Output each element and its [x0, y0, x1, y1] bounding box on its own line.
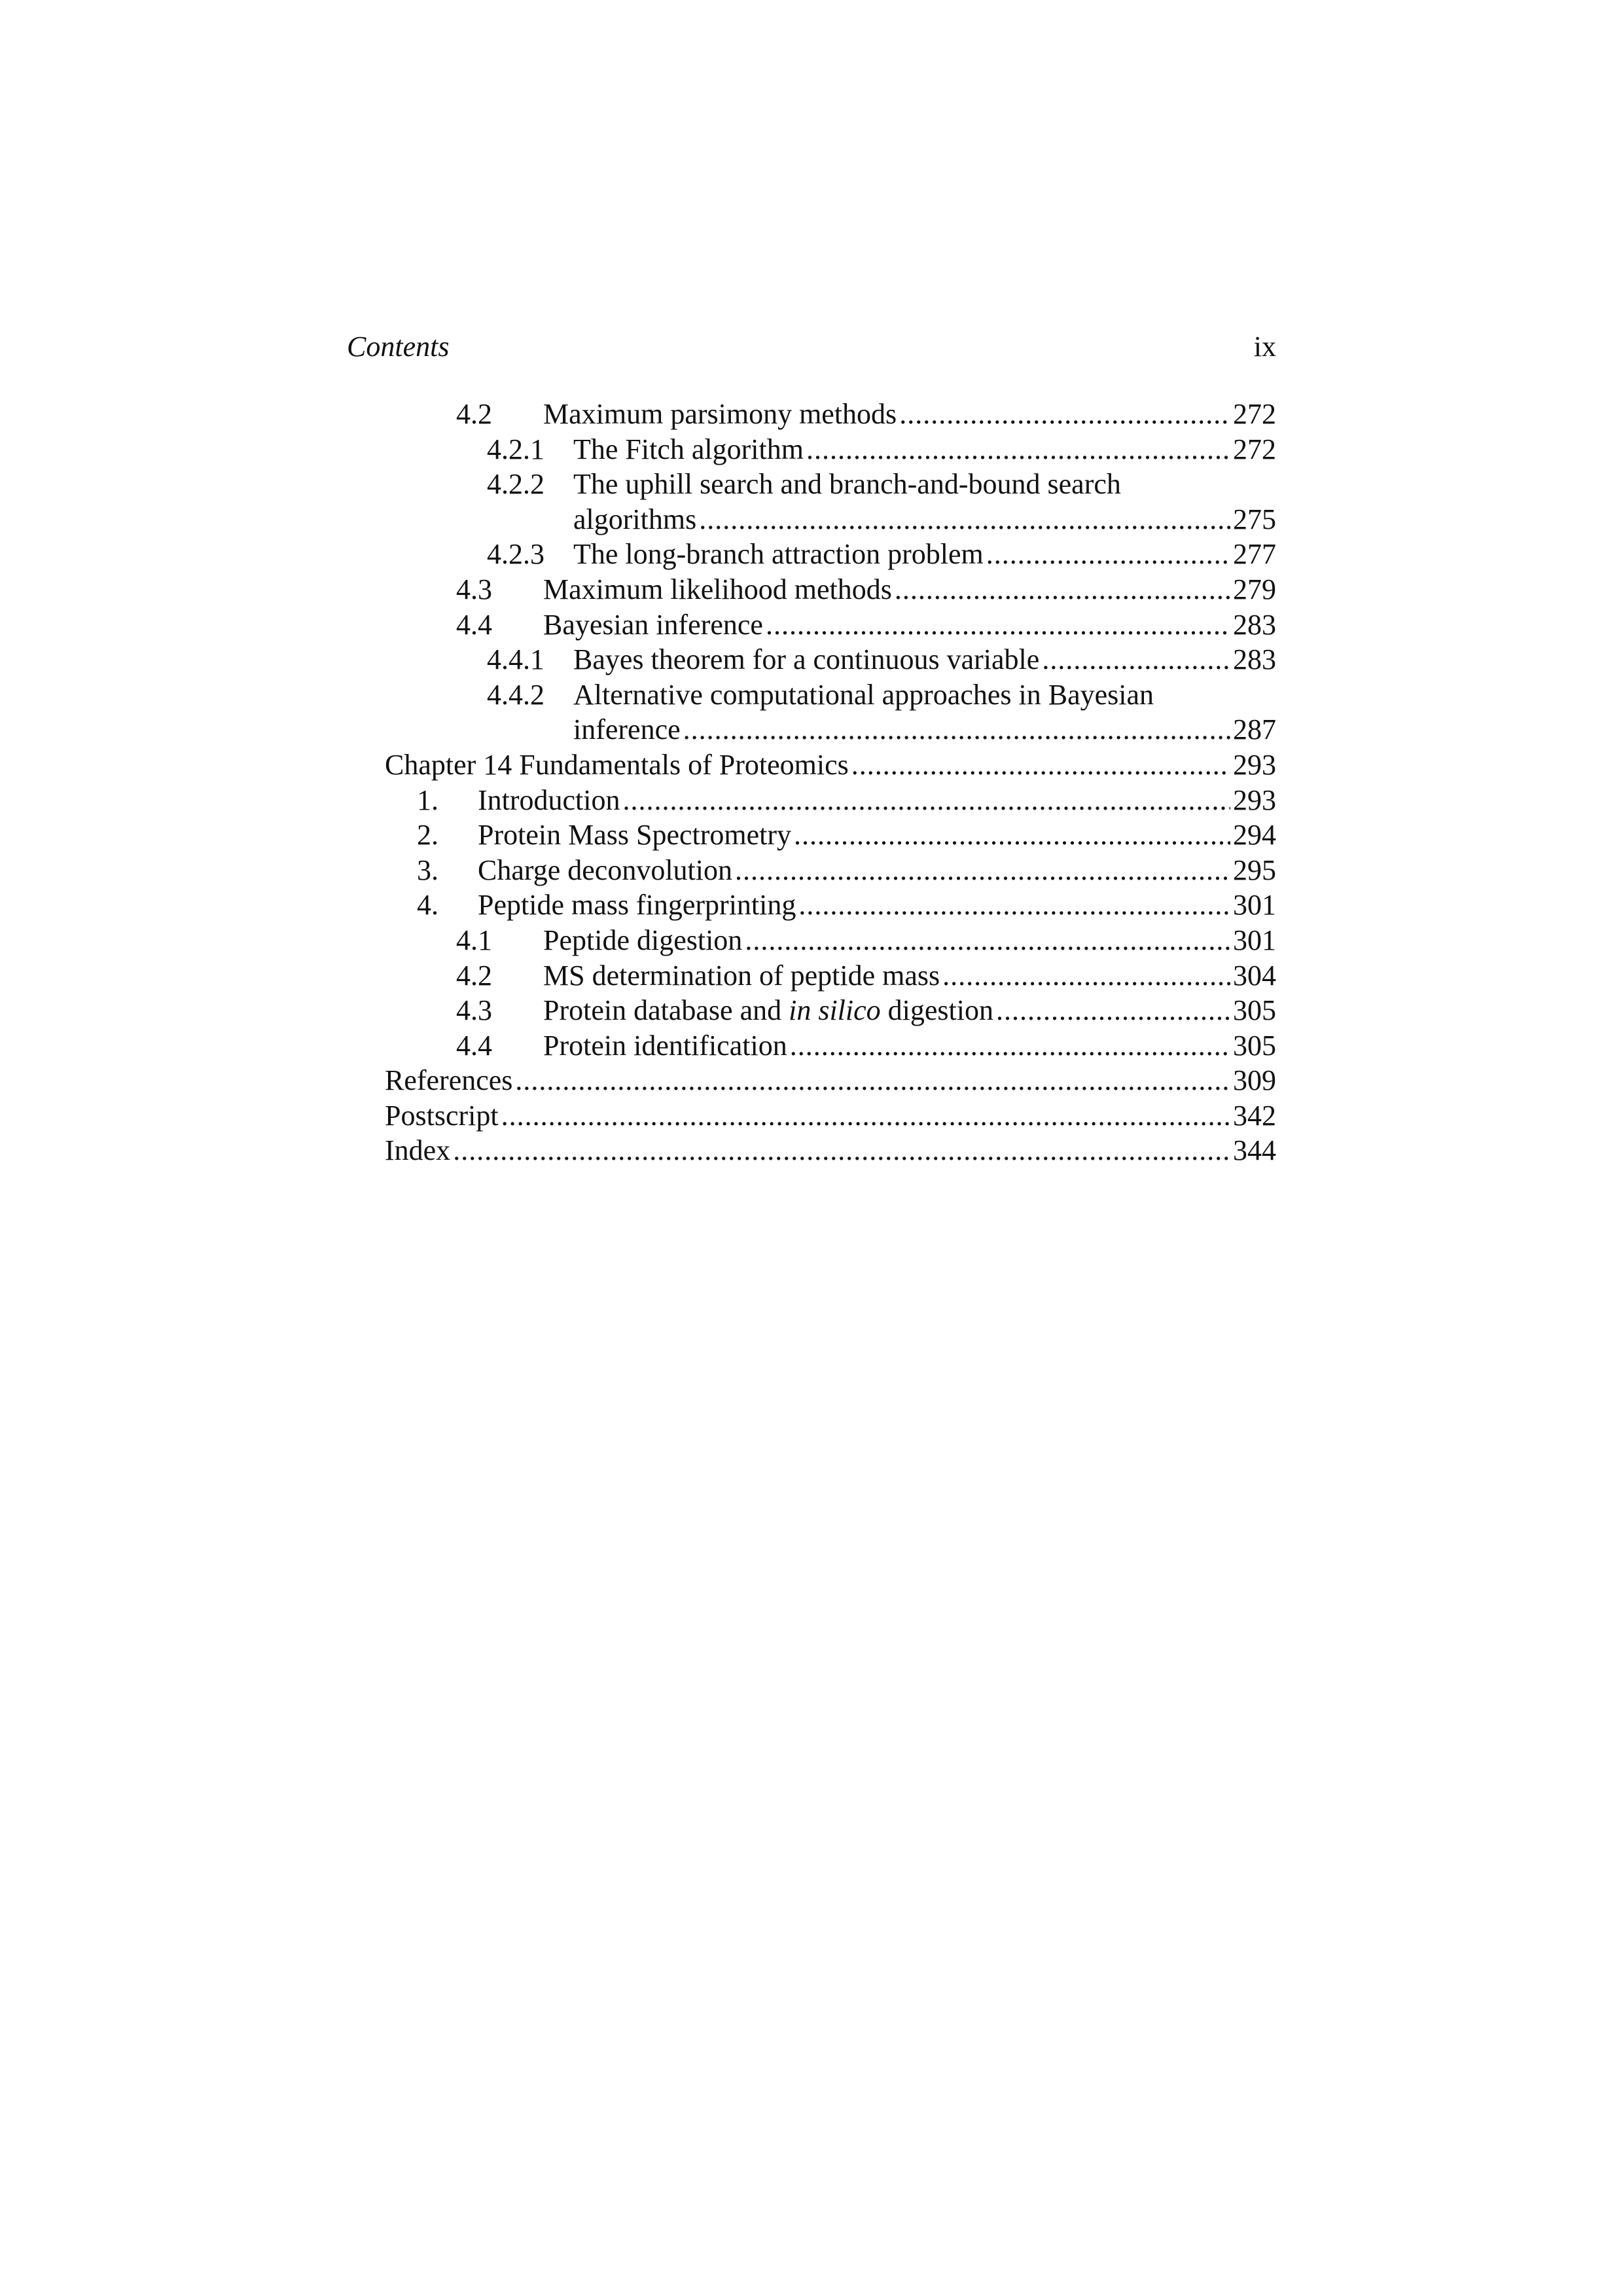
entry-page: 272 [1233, 398, 1276, 430]
entry-title: The long-branch attraction problem [573, 538, 984, 571]
section-number: 4.2.1 [487, 433, 544, 465]
dot-leader [699, 502, 1230, 537]
entry-page: 279 [1233, 573, 1276, 605]
dot-leader [899, 397, 1230, 432]
toc-backmatter-entry[interactable] [347, 1063, 1276, 1098]
dot-leader [1042, 642, 1230, 677]
section-number: 4.4.1 [487, 643, 544, 676]
entry-title: Bayesian inference [543, 608, 763, 641]
entry-line [478, 783, 1276, 818]
entry-line [543, 607, 1276, 643]
entry-page: 277 [1233, 538, 1276, 571]
toc-entry[interactable] [347, 817, 1276, 853]
entry-line [573, 467, 1276, 502]
toc-backmatter-entry[interactable] [347, 1133, 1276, 1168]
entry-page: 283 [1233, 643, 1276, 676]
entry-title: Protein Mass Spectrometry [478, 819, 792, 852]
entry-line [573, 712, 1276, 747]
entry-page: 294 [1233, 819, 1276, 852]
toc-entry[interactable] [347, 958, 1276, 994]
entry-page: 275 [1233, 503, 1276, 535]
toc-entry[interactable] [347, 923, 1276, 958]
entry-page: 283 [1233, 608, 1276, 641]
entry-title: The uphill search and branch-and-bound search [573, 468, 1121, 501]
toc-entry[interactable] [347, 888, 1276, 923]
entry-title: Maximum parsimony methods [543, 398, 897, 430]
entry-title: The Fitch algorithm [573, 433, 804, 465]
entry-line [543, 397, 1276, 432]
toc-entry[interactable] [347, 397, 1276, 432]
dot-leader [623, 783, 1230, 818]
toc-backmatter-entry[interactable] [347, 1098, 1276, 1134]
entry-title: Postscript [385, 1099, 499, 1132]
table-of-contents [347, 397, 1276, 1168]
entry-page: 272 [1233, 433, 1276, 465]
entry-page: 304 [1233, 959, 1276, 992]
entry-line [573, 537, 1276, 572]
entry-title: Alternative computational approaches in Bayesian [573, 678, 1154, 711]
dot-leader [453, 1133, 1230, 1168]
dot-leader [683, 712, 1230, 747]
entry-line [478, 888, 1276, 923]
dot-leader [798, 888, 1230, 923]
entry-line [543, 923, 1276, 958]
section-number: 4.4 [456, 1029, 492, 1062]
dot-leader [851, 747, 1230, 783]
dot-leader [501, 1098, 1230, 1134]
entry-title: Peptide mass fingerprinting [478, 889, 796, 922]
entry-page: 293 [1233, 748, 1276, 781]
entry-line [385, 747, 1276, 783]
entry-title-start: Protein database and [543, 994, 789, 1027]
dot-leader [745, 923, 1230, 958]
entry-title-end: digestion [880, 994, 993, 1027]
entry-line [385, 1133, 1276, 1168]
entry-title: Charge deconvolution [478, 853, 732, 886]
entry-page: 305 [1233, 994, 1276, 1027]
entry-line [385, 1063, 1276, 1098]
dot-leader [806, 432, 1230, 467]
dot-leader [942, 958, 1230, 994]
dot-leader [996, 993, 1230, 1028]
running-head [347, 329, 1276, 365]
section-number: 4.3 [456, 573, 492, 605]
entry-page: 301 [1233, 924, 1276, 956]
toc-entry[interactable] [347, 993, 1276, 1028]
toc-entry[interactable] [347, 677, 1276, 713]
section-number: 1. [417, 783, 438, 816]
toc-chapter-entry[interactable] [347, 747, 1276, 783]
dot-leader [515, 1063, 1230, 1098]
toc-entry[interactable] [347, 783, 1276, 818]
entry-line [573, 677, 1276, 713]
entry-title: inference [573, 713, 681, 746]
toc-entry[interactable] [347, 607, 1276, 643]
entry-page: 301 [1233, 889, 1276, 922]
toc-entry-continuation[interactable] [347, 712, 1276, 747]
toc-entry[interactable] [347, 1028, 1276, 1064]
running-head-title: Contents [347, 331, 450, 363]
entry-title: Maximum likelihood methods [543, 573, 892, 605]
entry-title: Peptide digestion [543, 924, 743, 956]
section-number: 4.2.2 [487, 468, 544, 501]
entry-title: Index [385, 1134, 451, 1167]
section-number: 4.1 [456, 924, 492, 956]
section-number: 4.4.2 [487, 678, 544, 711]
entry-title-italic: in silico [789, 994, 881, 1027]
entry-page: 309 [1233, 1064, 1276, 1097]
section-number: 4. [417, 889, 438, 922]
entry-page: 344 [1233, 1134, 1276, 1167]
page-number: ix [1253, 331, 1276, 363]
toc-entry[interactable] [347, 642, 1276, 677]
toc-entry[interactable] [347, 467, 1276, 502]
entry-line [478, 817, 1276, 853]
entry-line [543, 572, 1276, 607]
entry-title [543, 993, 993, 1028]
entry-title: algorithms [573, 503, 697, 535]
section-number: 3. [417, 853, 438, 886]
entry-title: References [385, 1064, 513, 1097]
section-number: 2. [417, 819, 438, 852]
toc-entry[interactable] [347, 853, 1276, 888]
chapter-title: Chapter 14 Fundamentals of Proteomics [385, 748, 849, 781]
entry-line [543, 958, 1276, 994]
section-number: 4.2 [456, 398, 492, 430]
entry-page: 342 [1233, 1099, 1276, 1132]
entry-line [573, 502, 1276, 537]
section-number: 4.2.3 [487, 538, 544, 571]
toc-entry-continuation[interactable] [347, 502, 1276, 537]
entry-title: Bayes theorem for a continuous variable [573, 643, 1040, 676]
section-number: 4.4 [456, 608, 492, 641]
dot-leader [895, 572, 1230, 607]
entry-page: 295 [1233, 853, 1276, 886]
entry-title: Introduction [478, 783, 620, 816]
entry-page: 293 [1233, 783, 1276, 816]
entry-line [478, 853, 1276, 888]
entry-line [573, 642, 1276, 677]
toc-entry[interactable] [347, 572, 1276, 607]
toc-entry[interactable] [347, 432, 1276, 467]
entry-page: 305 [1233, 1029, 1276, 1062]
entry-page: 287 [1233, 713, 1276, 746]
entry-line [573, 432, 1276, 467]
entry-line [543, 1028, 1276, 1064]
toc-entry[interactable] [347, 537, 1276, 572]
section-number: 4.2 [456, 959, 492, 992]
dot-leader [790, 1028, 1230, 1064]
dot-leader [794, 817, 1230, 853]
section-number: 4.3 [456, 994, 492, 1027]
entry-line [385, 1098, 1276, 1134]
entry-title: Protein identification [543, 1029, 787, 1062]
dot-leader [986, 537, 1230, 572]
entry-line [543, 993, 1276, 1028]
dot-leader [735, 853, 1230, 888]
entry-title: MS determination of peptide mass [543, 959, 940, 992]
dot-leader [766, 607, 1230, 643]
